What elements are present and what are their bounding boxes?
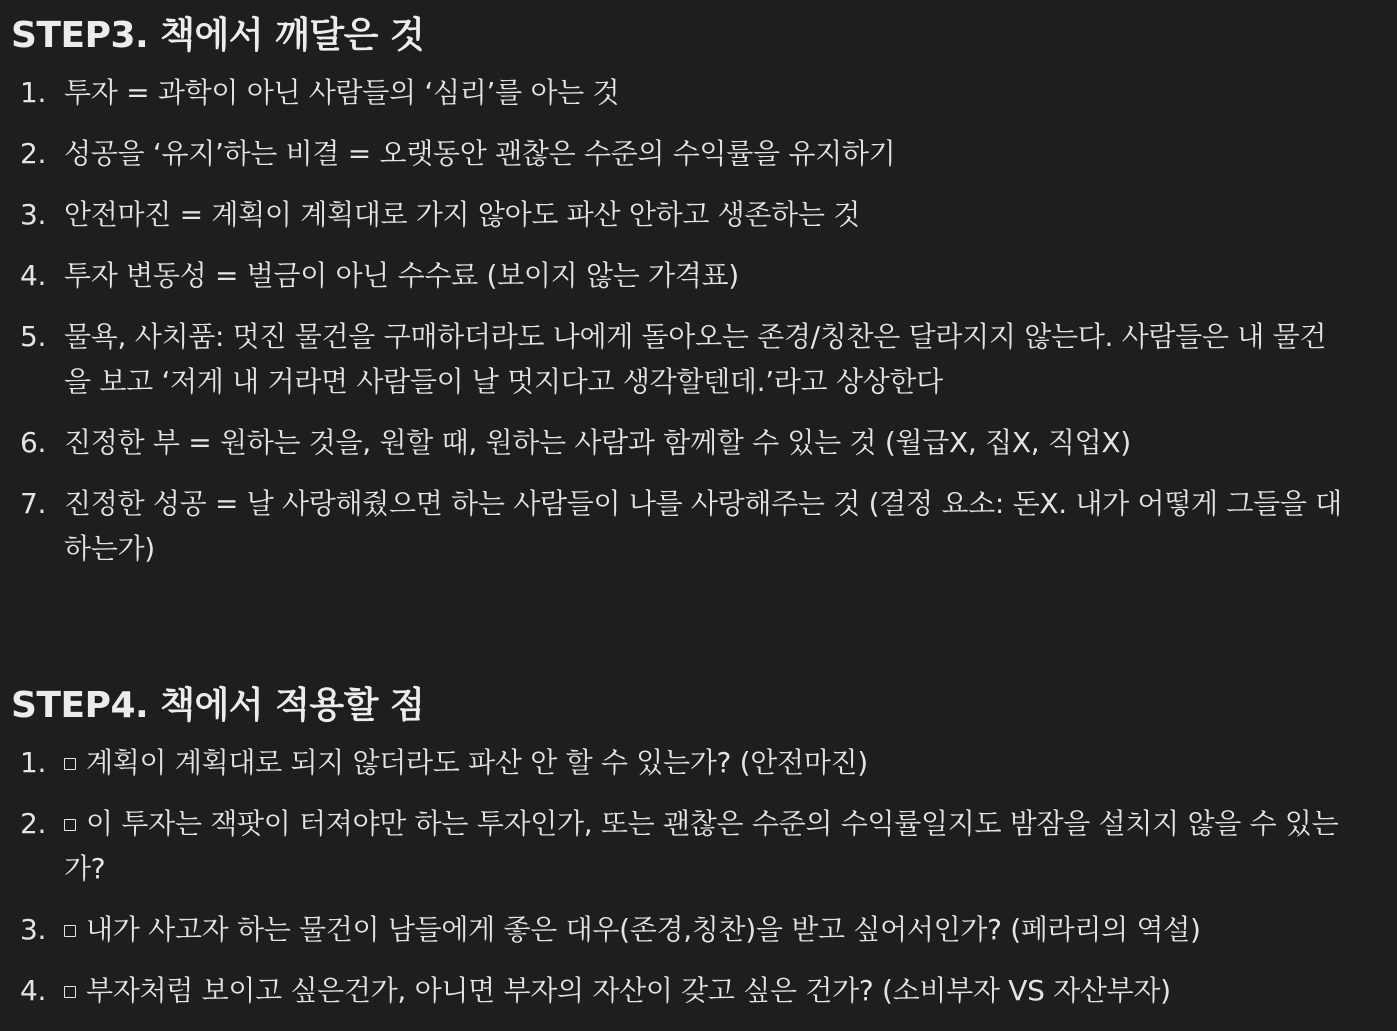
list-number: 7. <box>20 487 47 520</box>
list-item-text: 투자 = 과학이 아닌 사람들의 ‘심리’를 아는 것 <box>64 76 620 109</box>
checklist-item-text: 이 투자는 잭팟이 터져야만 하는 투자인가, 또는 괜찮은 수준의 수익률일지도 밤잠을 설치지 않을 수 있는가? <box>64 807 1339 885</box>
list-item <box>0 253 1397 298</box>
realizations-list <box>0 70 1397 587</box>
list-number: 5. <box>20 320 47 353</box>
checklist-item <box>0 968 1397 1013</box>
list-item-text: 성공을 ‘유지’하는 비결 = 오랫동안 괜찮은 수준의 수익률을 유지하기 <box>64 137 896 170</box>
list-item-text: 투자 변동성 = 벌금이 아닌 수수료 (보이지 않는 가격표) <box>64 259 739 292</box>
list-number: 2. <box>20 137 47 170</box>
list-number: 3. <box>20 198 47 231</box>
list-item <box>0 131 1397 176</box>
checklist-item-text: 내가 사고자 하는 물건이 남들에게 좋은 대우(존경,칭찬)을 받고 싶어서인가? (페라리의 역설) <box>86 913 1201 946</box>
list-number: 2. <box>20 807 47 840</box>
list-item-text: 진정한 성공 = 날 사랑해줬으면 하는 사람들이 나를 사랑해주는 것 (결정 요소: 돈X. 내가 어떻게 그들을 대하는가) <box>64 487 1342 565</box>
list-item-text: 물욕, 사치품: 멋진 물건을 구매하더라도 나에게 돌아오는 존경/칭찬은 달라지지 않는다. 사람들은 내 물건을 보고 ‘저게 내 거라면 사람들이 날 멋지다고 생각할텐데.’라고 상상한다 <box>64 320 1327 398</box>
checkbox-icon[interactable] <box>64 758 76 770</box>
checklist-item <box>0 740 1397 785</box>
list-item-text: 안전마진 = 계획이 계획대로 가지 않아도 파산 안하고 생존하는 것 <box>64 198 861 231</box>
list-number: 3. <box>20 913 47 946</box>
list-number: 4. <box>20 259 47 292</box>
list-item <box>0 481 1397 571</box>
list-item-text: 진정한 부 = 원하는 것을, 원할 때, 원하는 사람과 함께할 수 있는 것 (월급X, 집X, 직업X) <box>64 426 1131 459</box>
checklist-item-text: 부자처럼 보이고 싶은건가, 아니면 부자의 자산이 갖고 싶은 건가? (소비부자 VS 자산부자) <box>86 974 1171 1007</box>
list-item <box>0 420 1397 465</box>
list-number: 1. <box>20 746 47 779</box>
checklist-item <box>0 801 1397 891</box>
list-number: 6. <box>20 426 47 459</box>
section-heading-step4: STEP4. 책에서 적용할 점 <box>11 685 425 726</box>
list-item <box>0 70 1397 115</box>
list-number: 1. <box>20 76 47 109</box>
checkbox-icon[interactable] <box>64 986 76 998</box>
checklist-item-text: 계획이 계획대로 되지 않더라도 파산 안 할 수 있는가? (안전마진) <box>86 746 868 779</box>
application-checklist <box>0 740 1397 1029</box>
list-number: 4. <box>20 974 47 1007</box>
list-item <box>0 314 1397 404</box>
list-item <box>0 192 1397 237</box>
checklist-item <box>0 907 1397 952</box>
section-heading-step3: STEP3. 책에서 깨달은 것 <box>11 15 425 56</box>
checkbox-icon[interactable] <box>64 925 76 937</box>
checkbox-icon[interactable] <box>64 819 76 831</box>
